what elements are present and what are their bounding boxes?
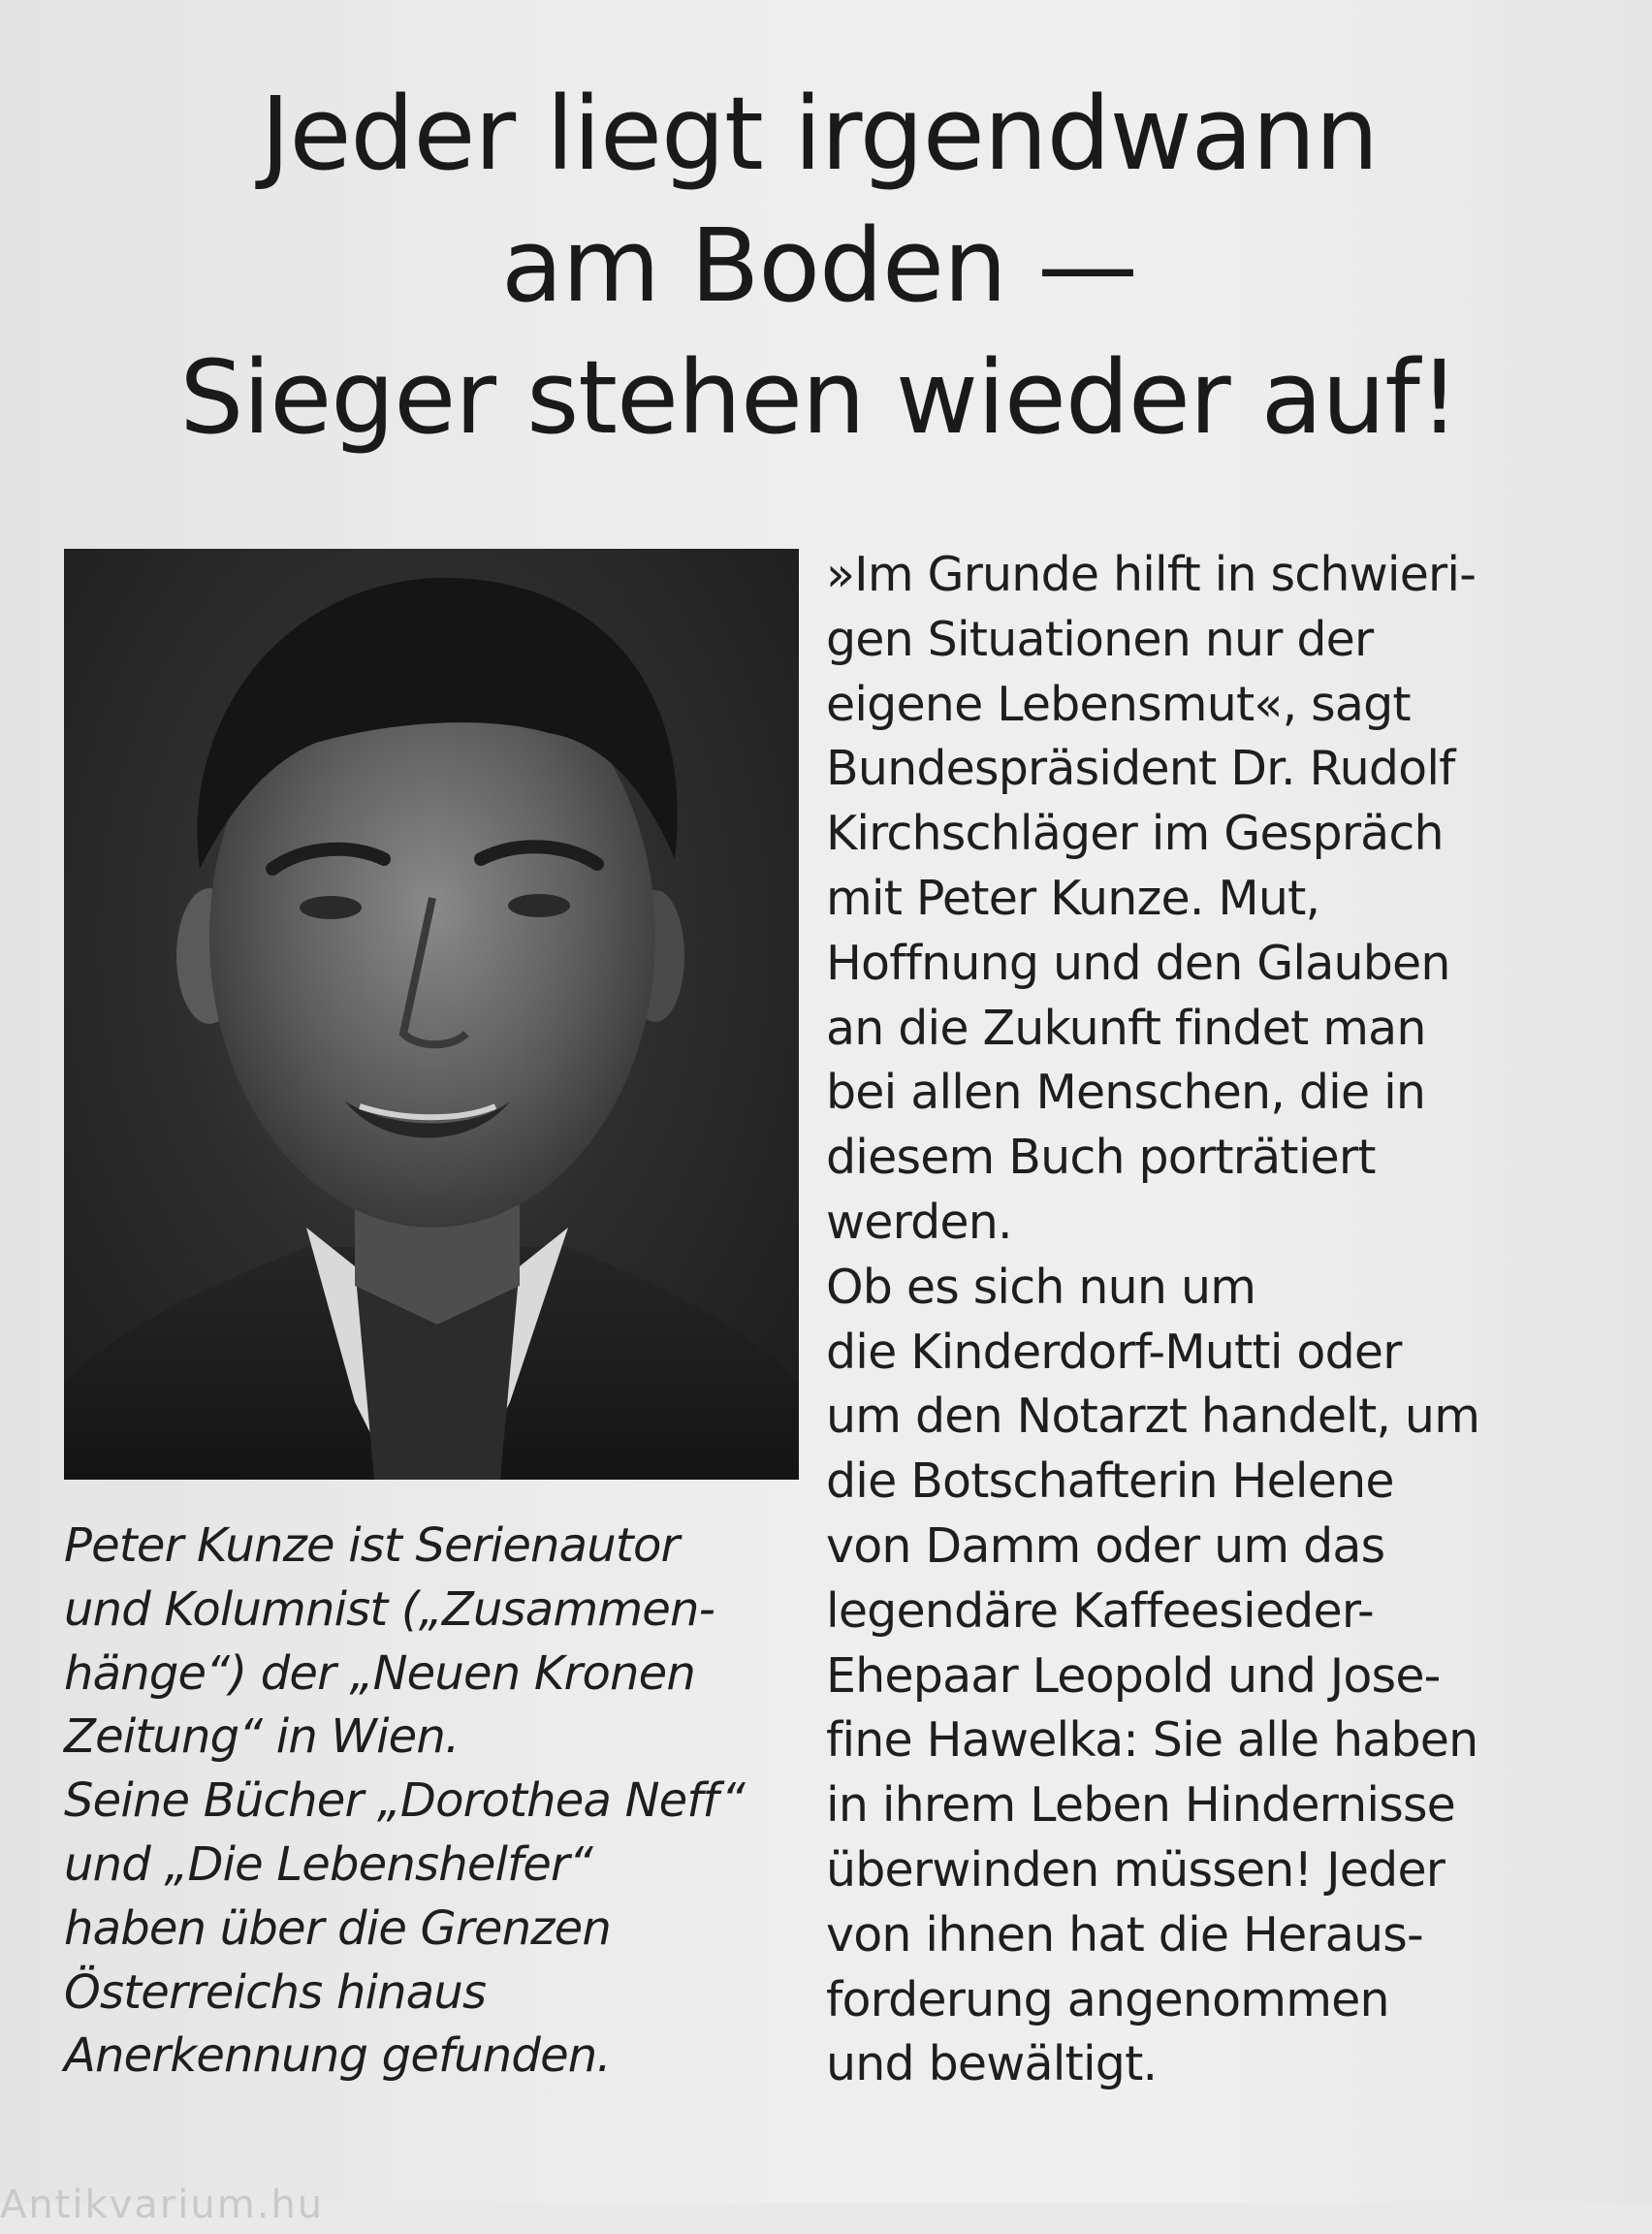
- blurb-line: eigene Lebensmut«, sagt: [826, 676, 1411, 732]
- caption-line: hänge“) der „Neuen Kronen: [64, 1645, 695, 1701]
- blurb-line: forderung angenommen: [826, 1971, 1389, 2027]
- blurb-line: von ihnen hat die Heraus-: [826, 1906, 1423, 1963]
- blurb-line: von Damm oder um das: [826, 1517, 1385, 1574]
- blurb-line: Kirchschläger im Gespräch: [826, 806, 1444, 862]
- blurb-line: in ihrem Leben Hindernisse: [826, 1777, 1456, 1834]
- caption-line: Seine Bücher „Dorothea Neff“: [64, 1773, 745, 1829]
- blurb-line: »Im Grunde hilft in schwieri-: [826, 547, 1477, 602]
- caption-line: Anerkennung gefunden.: [64, 2028, 611, 2084]
- author-portrait-photo: [64, 549, 799, 1480]
- blurb-line: überwinden müssen! Jeder: [826, 1841, 1446, 1898]
- headline-line-1: Jeder liegt irgendwann: [260, 75, 1379, 193]
- blurb-line: die Botschafterin Helene: [826, 1453, 1394, 1510]
- blurb-line: legendäre Kaffeesieder-: [826, 1582, 1374, 1639]
- caption-line: und Kolumnist („Zusammen-: [64, 1581, 715, 1637]
- blurb-line: Hoffnung und den Glauben: [826, 935, 1450, 991]
- blurb-line: Ehepaar Leopold und Jose-: [826, 1647, 1441, 1704]
- blurb-line: bei allen Menschen, die in: [826, 1065, 1426, 1121]
- caption-line: Peter Kunze ist Serienautor: [64, 1518, 680, 1573]
- blurb-line: die Kinderdorf-Mutti oder: [826, 1324, 1402, 1380]
- blurb-line: diesem Buch porträtiert: [826, 1130, 1376, 1186]
- caption-line: haben über die Grenzen: [64, 1900, 611, 1956]
- blurb-line: an die Zukunft findet man: [826, 1000, 1426, 1056]
- blurb-line: um den Notarzt handelt, um: [826, 1388, 1480, 1445]
- caption-line: Zeitung“ in Wien.: [64, 1709, 460, 1765]
- caption-line: und „Die Lebenshelfer“: [64, 1836, 592, 1892]
- blurb-line: mit Peter Kunze. Mut,: [826, 870, 1320, 926]
- blurb-line: und bewältigt.: [826, 2036, 1158, 2092]
- portrait-illustration: [64, 549, 799, 1480]
- caption-line: Österreichs hinaus: [64, 1964, 487, 2020]
- author-caption: [64, 1515, 820, 2089]
- watermark: Antikvarium.hu: [0, 2183, 325, 2227]
- blurb-line: fine Hawelka: Sie alle haben: [826, 1712, 1478, 1769]
- blurb-line: werden.: [826, 1194, 1012, 1250]
- blurb-line: Ob es sich nun um: [826, 1259, 1256, 1315]
- headline-line-2: am Boden —: [500, 207, 1138, 325]
- headline: [39, 68, 1600, 463]
- headline-line-3: Sieger stehen wieder auf!: [179, 338, 1459, 457]
- blurb-line: gen Situationen nur der: [826, 611, 1374, 667]
- blurb-line: Bundespräsident Dr. Rudolf: [826, 741, 1455, 797]
- blurb-text: [826, 543, 1621, 2097]
